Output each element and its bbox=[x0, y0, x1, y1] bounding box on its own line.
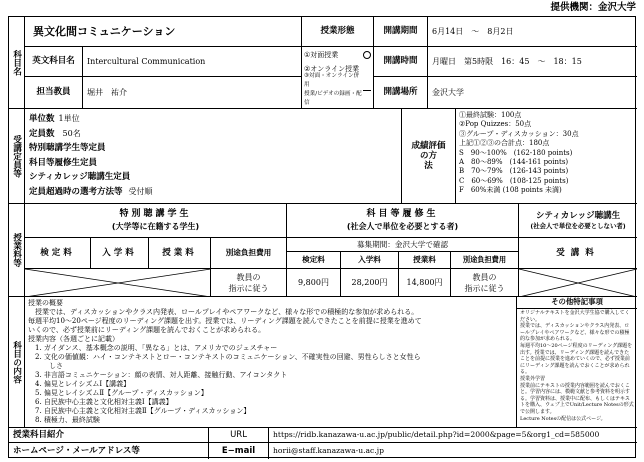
content-line: いくので、必ず授業前にリーディング課題を読んでおくことが求められる。 bbox=[28, 326, 266, 334]
format-option-1: ①対面授業 bbox=[304, 48, 371, 62]
notes-body bbox=[517, 309, 637, 423]
evaluation-line: B 70～79% (126-143 points) bbox=[459, 167, 569, 176]
acceptance-item: 定員超過時の選考方法等 受付順 bbox=[29, 186, 153, 197]
time-label: 開講時間 bbox=[374, 47, 428, 77]
homepage-label: ホームページ・メールアドレス等 bbox=[9, 443, 209, 459]
recruit-period: 募集期間：金沢大学で確認 bbox=[287, 238, 519, 252]
note-line: 授業では、ディスカッションやクラス内発表、ロールプレイやペアワークなど、様々な形での積極的な参加が求められる。 bbox=[520, 323, 630, 343]
special-fee-header-tuition: 授業料 bbox=[149, 238, 211, 269]
content-line: 授業では、ディスカッションやクラス内発表、ロールプレイやペアワークなど、様々な形での積極的な参加が求められる。 bbox=[28, 308, 419, 316]
content-line: 8. 積極力、最終試験 bbox=[28, 416, 100, 424]
credit-fee-extra: 教員の 指示に従う bbox=[451, 269, 519, 297]
credit-fee-header-admission: 入学料 bbox=[341, 252, 399, 269]
not-applicable-cross-icon bbox=[25, 269, 211, 297]
syllabus-sheet bbox=[8, 16, 636, 458]
note-line: 毎週平均10～20ページ程度のリーディング課題を出す。授業では、リーディング課題を読んできたことを前提に授業を進めていくので、必ず授業前にリーディング課題を読んでおくことが求められる。 bbox=[520, 342, 633, 376]
content-line: 2. 文化の価値観：ハイ・コンテキストとロー・コンテキストのコミュニケーション、不確実性の回避、男性らしさと女性ら bbox=[28, 353, 421, 361]
content-line: 4. 偏見とレイシズムⅠ【講義】 bbox=[28, 380, 131, 388]
credit-fee-header-exam: 検定料 bbox=[287, 252, 341, 269]
special-fee-header-exam: 検定料 bbox=[25, 238, 91, 269]
content-line: 1. ガイダンス、基本概念の説明、「異なる」とは、アメリカでのジェスチャー bbox=[28, 344, 278, 352]
credit-fee-header-tuition: 授業料 bbox=[399, 252, 451, 269]
period-value: 6月14日 ～ 8月2日 bbox=[428, 17, 637, 47]
evaluation-line: S 90～100% (162-180 points) bbox=[459, 148, 573, 157]
subject-section-label: 科目名 bbox=[9, 17, 25, 109]
evaluation-line: ②Pop Quizzes：50点 bbox=[459, 120, 532, 129]
evaluation-line: 上記①②③の合計点：180点 bbox=[459, 139, 550, 148]
special-fee-header-admission: 入学料 bbox=[91, 238, 149, 269]
url-label: URL bbox=[209, 428, 269, 443]
provider-label: 提供機関：金沢大学 bbox=[550, 2, 636, 13]
acceptance-list bbox=[25, 109, 402, 204]
credit-fee-header-extra: 別途負担費用 bbox=[451, 252, 519, 269]
content-line: 授業内容（各週ごとに記載） bbox=[28, 335, 119, 343]
credit-fee-exam: 9,800円 bbox=[287, 269, 341, 297]
instructor-label: 担当教員 bbox=[25, 77, 83, 109]
selected-circle-icon bbox=[363, 51, 371, 59]
content-line: 3. 非言語コミュニケーション：顔の表情、対人距離、接触行動、アイコンタクト bbox=[28, 371, 288, 379]
time-value: 月曜日 第5時限 16：45 ～ 18：15 bbox=[428, 47, 637, 77]
email-label: E−mail bbox=[209, 443, 269, 459]
fee-section-label: 授業料等 bbox=[9, 204, 25, 297]
content-line: 7. 自民族中心主義と文化相対主義Ⅱ【グループ・ディスカッション】 bbox=[28, 407, 251, 415]
dash-mark-icon bbox=[363, 90, 371, 91]
credit-fee-admission: 28,200円 bbox=[341, 269, 399, 297]
content-line: 毎週平均10～20ページ程度のリーディング課題を出す。授業では、リーディング課題を読んできたことを前提に授業を進めて bbox=[28, 317, 422, 325]
not-applicable-cross-icon bbox=[519, 269, 637, 297]
intro-label: 授業科目紹介 bbox=[9, 428, 209, 443]
credit-student-header: 科目等履修生 (社会人で単位を必要とする者) bbox=[287, 204, 519, 238]
course-name: 異文化間コミュニケーション bbox=[25, 17, 302, 47]
acceptance-item: 単位数 1単位 bbox=[29, 114, 80, 125]
content-section-label: 科目の内容 bbox=[9, 297, 25, 428]
course-url-link[interactable]: https://ridb.kanazawa-u.ac.jp/public/detail.php?id=2000&page=5&org1_cd=585000 bbox=[269, 428, 637, 443]
note-line: オリジナルテキストを金沢大学生協で購入してください。 bbox=[520, 310, 630, 323]
special-student-header: 特別聴講学生 (大学等に在籍する学生) bbox=[25, 204, 287, 238]
evaluation-line: C 60～69% (108-125 points) bbox=[459, 176, 569, 185]
course-content bbox=[25, 297, 517, 428]
evaluation-line: ③グループ・ディスカッション：30点 bbox=[459, 129, 579, 138]
email-link[interactable]: horii@staff.kanazawa-u.ac.jp bbox=[273, 446, 384, 456]
note-line: Lecture Notesの配信は公式ページ。 bbox=[520, 415, 606, 422]
content-line: しさ bbox=[28, 362, 63, 370]
evaluation-label: 成績評価の方 法 bbox=[402, 109, 456, 204]
note-line: 授業前にテキストの授業内容範囲を読んでおくこと。学習内容には、模範文献と参考資料を明示する。学習資料は、授業中に配布、もしくはテキストを購入、ウェブ上でUnit/Lecture Notesの形式で公開します。 bbox=[520, 382, 634, 415]
acceptance-item: シティカレッジ聴講生定員 bbox=[29, 172, 131, 183]
note-line: 授業外学習 bbox=[520, 375, 546, 382]
special-fee-extra: 教員の 指示に従う bbox=[211, 269, 287, 297]
acceptance-item: 定員数 50名 bbox=[29, 128, 81, 139]
acceptance-item: 科目等履修生定員 bbox=[29, 157, 98, 168]
content-line: 授業の概要 bbox=[28, 299, 63, 307]
special-fee-na bbox=[25, 269, 211, 297]
content-line: 5. 偏見とレイシズムⅡ【グループ・ディスカッション】 bbox=[28, 389, 208, 397]
evaluation-line: F 60%未満 (108 points 未満) bbox=[459, 186, 562, 195]
acceptance-item: 特別聴講学生等定員 bbox=[29, 143, 106, 154]
notes-title: その他特記事項 bbox=[517, 297, 637, 309]
english-name-label: 英文科目名 bbox=[25, 47, 83, 77]
place-value: 金沢大学 bbox=[428, 77, 637, 109]
class-format-label: 授業形態 bbox=[302, 17, 374, 47]
acceptance-section-label: 受講定員等 bbox=[9, 109, 25, 204]
special-fee-header-extra: 別途負担費用 bbox=[211, 238, 287, 269]
city-college-header: シティカレッジ聴講生 (社会人で単位を必要としない者) bbox=[519, 204, 637, 238]
city-fee-header: 受講料 bbox=[519, 238, 637, 269]
evaluation-line: A 80～89% (144-161 points) bbox=[459, 158, 569, 167]
format-option-3: ③対面・オンライン併用 授業/ビデオの録画・配信 bbox=[304, 76, 371, 104]
city-fee-na bbox=[519, 269, 637, 297]
format-option-2: ②オンライン授業 bbox=[304, 64, 360, 73]
english-name: Intercultural Communication bbox=[83, 47, 302, 77]
evaluation-criteria bbox=[456, 109, 637, 204]
content-line: 6. 自民族中心主義と文化相対主義Ⅰ【講義】 bbox=[28, 398, 173, 406]
evaluation-line: ①最終試験：100点 bbox=[459, 111, 522, 119]
place-label: 開講場所 bbox=[374, 77, 428, 109]
notes-panel bbox=[517, 297, 637, 428]
class-format-options bbox=[302, 47, 374, 109]
period-label: 開講期間 bbox=[374, 17, 428, 47]
credit-fee-tuition: 14,800円 bbox=[399, 269, 451, 297]
instructor-name: 堀井 祐介 bbox=[83, 77, 302, 109]
